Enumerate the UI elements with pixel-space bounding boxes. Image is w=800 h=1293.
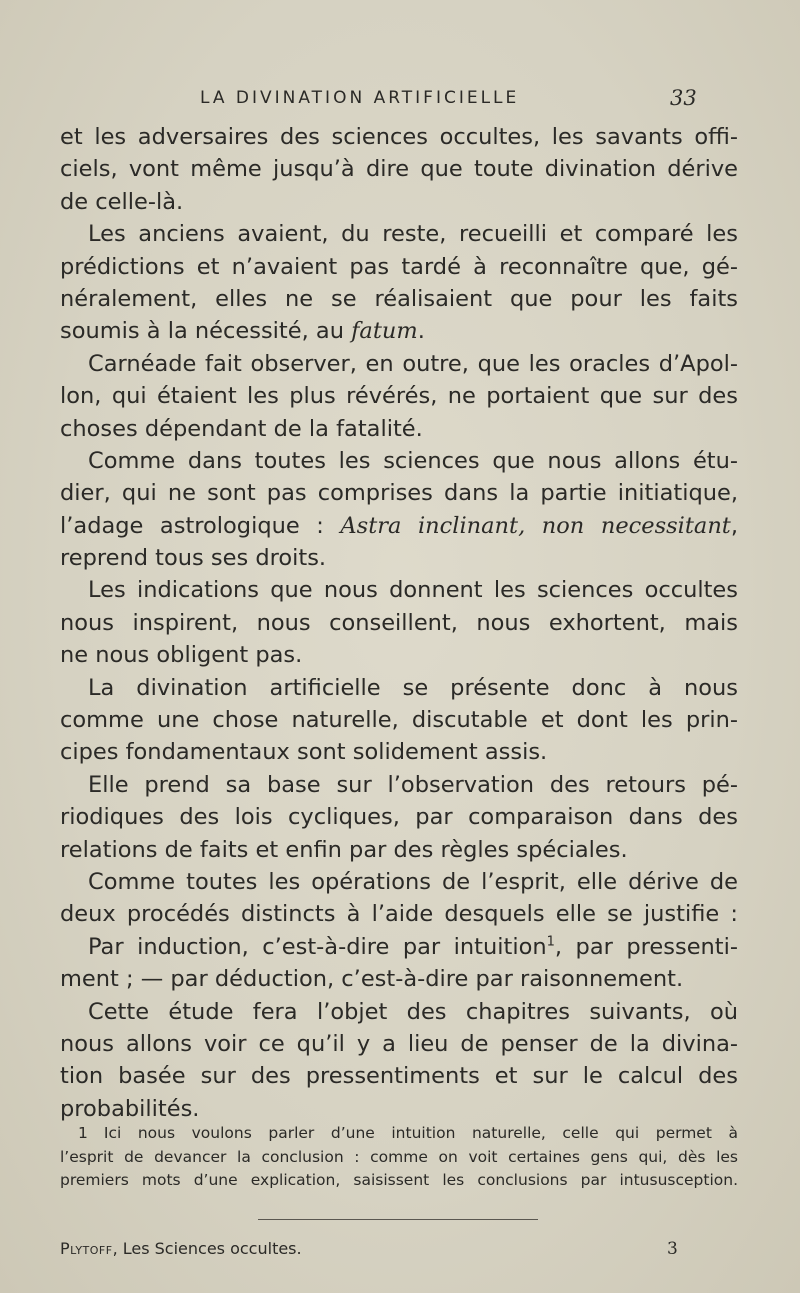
footnote-ref: 1 (546, 934, 555, 950)
running-head (0, 84, 800, 114)
footnote-text: Ici nous voulons parler d’une intuition naturelle, celle qui permet à (103, 1124, 738, 1142)
text-line: La divination artificielle se présente donc à nous (88, 674, 738, 701)
text-segment: , (730, 512, 739, 539)
text-line: deux procédés distincts à l’aide desquels elle se justifie : (60, 901, 738, 928)
signature-number: 3 (667, 1239, 678, 1259)
text-line (60, 315, 738, 347)
text-line (60, 510, 738, 542)
footnote-line (60, 1122, 738, 1146)
text-line: reprend tous ses droits. (60, 545, 327, 572)
text-line: nous inspirent, nous conseillent, nous exhortent, mais (60, 609, 738, 636)
italic-term: Astra inclinant, non necessitant (340, 512, 731, 539)
running-title: LA DIVINATION ARTIFICIELLE (200, 88, 520, 108)
italic-term: fatum (351, 318, 418, 345)
body-text (60, 121, 738, 1125)
text-segment: soumis à la nécessité, au (60, 318, 352, 345)
text-line: Les indications que nous donnent les sciences occultes (88, 577, 738, 604)
text-line: Comme toutes les opérations de l’esprit, elle dérive de (88, 868, 738, 895)
text-line: tion basée sur des pressentiments et sur le calcul des (60, 1063, 738, 1090)
text-line: cipes fondamentaux sont solidement assis. (60, 739, 548, 766)
text-line: relations de faits et enfin par des règles spéciales. (60, 836, 628, 863)
text-line: dier, qui ne sont pas comprises dans la partie initiatique, (60, 480, 738, 507)
text-line: probabilités. (60, 1095, 200, 1122)
text-line: Cette étude fera l’objet des chapitres suivants, où (88, 998, 738, 1025)
text-line: ne nous obligent pas. (60, 642, 303, 669)
text-line: nous allons voir ce qu’il y a lieu de penser de la divina- (60, 1030, 738, 1057)
text-line: prédictions et n’avaient pas tardé à reconnaître que, gé- (60, 253, 738, 280)
text-line: néralement, elles ne se réalisaient que pour les faits (60, 285, 738, 312)
text-line: de celle-là. (60, 188, 184, 215)
text-segment: l’adage astrologique : (60, 512, 341, 539)
text-line (60, 931, 738, 963)
text-line: et les adversaires des sciences occultes, les savants offi- (60, 124, 738, 150)
text-line: ciels, vont même jusqu’à dire que toute divination dérive (60, 156, 738, 183)
page-number: 33 (670, 86, 697, 110)
text-line: riodiques des lois cycliques, par comparaison dans des (60, 804, 738, 831)
signature-text (60, 1236, 302, 1262)
text-line: Carnéade fait observer, en outre, que les oracles d’Apol- (88, 350, 738, 377)
signature-title: , Les Sciences occultes. (112, 1239, 302, 1258)
signature-rule (258, 1219, 538, 1220)
text-segment: , par pressenti- (554, 933, 738, 960)
signature-line (0, 1236, 800, 1266)
footnote-marker: 1 (78, 1124, 88, 1142)
text-line: Comme dans toutes les sciences que nous allons étu- (88, 447, 738, 474)
text-line: choses dépendant de la fatalité. (60, 415, 423, 442)
signature-author: Plytoff (60, 1239, 113, 1258)
text-line: Elle prend sa base sur l’observation des retours pé- (88, 771, 738, 798)
footnote-line: premiers mots d’une explication, saisissent les conclusions par intususception. (60, 1171, 738, 1189)
text-segment: Par induction, c’est-à-dire par intuition (88, 933, 547, 960)
text-line: ment ; — par déduction, c’est-à-dire par raisonnement. (60, 966, 684, 993)
footnote-line: l’esprit de devancer la conclusion : comme on voit certaines gens qui, dès les (60, 1147, 738, 1166)
footnote (60, 1122, 738, 1193)
text-line: Les anciens avaient, du reste, recueilli et comparé les (88, 221, 738, 248)
text-segment: . (417, 318, 425, 345)
text-line: comme une chose naturelle, discutable et dont les prin- (60, 707, 738, 734)
text-line: lon, qui étaient les plus révérés, ne portaient que sur des (60, 383, 738, 410)
